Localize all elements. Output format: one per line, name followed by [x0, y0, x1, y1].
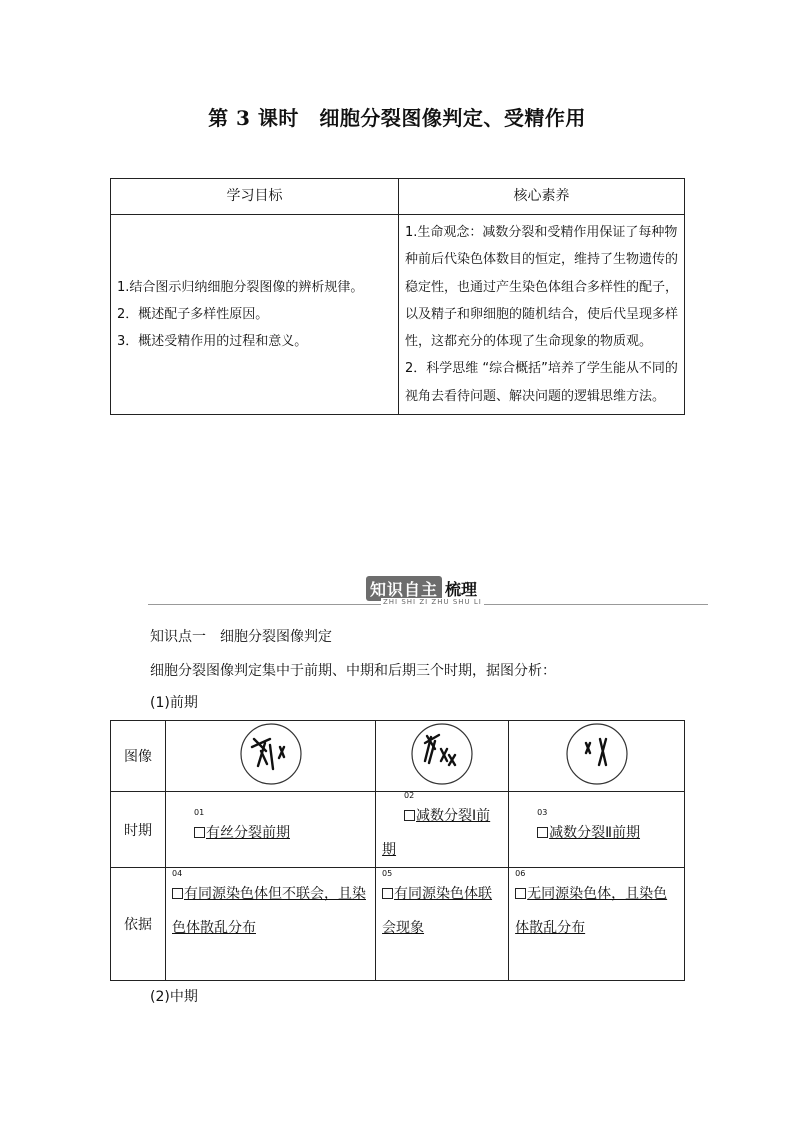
intro-paragraph: 细胞分裂图像判定集中于前期、中期和后期三个时期，据图分析：	[150, 663, 556, 679]
prophase-analysis-table	[110, 720, 685, 981]
basis-cell	[509, 868, 685, 981]
answer-text: 有同源染色体联会现象	[382, 886, 493, 936]
answer-number: 04	[172, 869, 183, 879]
cell-meiosis2-prophase-icon	[562, 721, 632, 787]
cell-mitosis-prophase-icon	[236, 721, 306, 787]
checkbox-icon	[515, 888, 526, 899]
period-cell	[509, 792, 685, 868]
core-literacy-cell	[399, 215, 685, 415]
banner-text: 梳理	[445, 579, 478, 599]
basis-cell	[376, 868, 509, 981]
answer-number: 05	[382, 869, 393, 879]
learning-goals-table	[110, 178, 685, 415]
subsection-metaphase: (2)中期	[150, 989, 198, 1005]
row-label-basis: 依据	[111, 868, 166, 981]
cell-diagram-mitosis	[166, 721, 376, 792]
section-banner	[148, 570, 708, 610]
answer-number: 02	[404, 791, 415, 800]
checkbox-icon	[382, 888, 393, 899]
banner-title	[366, 576, 477, 600]
checkbox-icon	[194, 827, 205, 838]
answer-text: 无同源染色体，且染色体散乱分布	[515, 886, 668, 936]
answer-text: 有丝分裂前期	[206, 824, 290, 841]
banner-pinyin: ZHI SHI ZI ZHU SHU LI	[383, 598, 482, 606]
knowledge-point-heading: 知识点一 细胞分裂图像判定	[150, 629, 332, 645]
cell-meiosis1-prophase-icon	[407, 721, 477, 787]
period-cell	[376, 792, 509, 868]
goal-item: 3．概述受精作用的过程和意义。	[117, 334, 308, 350]
answer-number: 01	[194, 807, 205, 817]
period-cell	[166, 792, 376, 868]
answer-text: 减数分裂Ⅱ前期	[549, 824, 641, 841]
row-label-image: 图像	[111, 721, 166, 792]
learning-goals-cell	[111, 215, 399, 415]
goal-item: 2．概述配子多样性原因。	[117, 306, 269, 322]
subsection-prophase: (1)前期	[150, 695, 198, 711]
row-label-period: 时期	[111, 792, 166, 868]
cell-diagram-meiosis2	[509, 721, 685, 792]
literacy-item: 1.生命观念：减数分裂和受精作用保证了每种物种前后代染色体数目的恒定，维持了生物遗传的稳定性，也通过产生染色体组合多样性的配子，以及精子和卵细胞的随机结合，使后代呈现多样性，这都充分的体现了生命现象的物质观。	[405, 225, 679, 350]
answer-text: 减数分裂Ⅰ前期	[382, 808, 491, 858]
answer-text: 有同源染色体但不联会，且染色体散乱分布	[172, 886, 366, 936]
answer-number: 03	[537, 807, 548, 817]
page-title: 第 3 课时 细胞分裂图像判定、受精作用	[208, 106, 586, 130]
header-core-literacy: 核心素养	[399, 179, 685, 215]
goal-item: 1.结合图示归纳细胞分裂图像的辨析规律。	[117, 279, 364, 295]
banner-highlight: 知识自主	[366, 576, 442, 601]
checkbox-icon	[404, 810, 415, 821]
checkbox-icon	[172, 888, 183, 899]
literacy-item: 2．科学思维 “综合概括”培养了学生能从不同的视角去看待问题、解决问题的逻辑思维方法。	[405, 361, 678, 404]
checkbox-icon	[537, 827, 548, 838]
basis-cell	[166, 868, 376, 981]
header-learning-goals: 学习目标	[111, 179, 399, 215]
cell-diagram-meiosis1	[376, 721, 509, 792]
answer-number: 06	[515, 869, 526, 879]
